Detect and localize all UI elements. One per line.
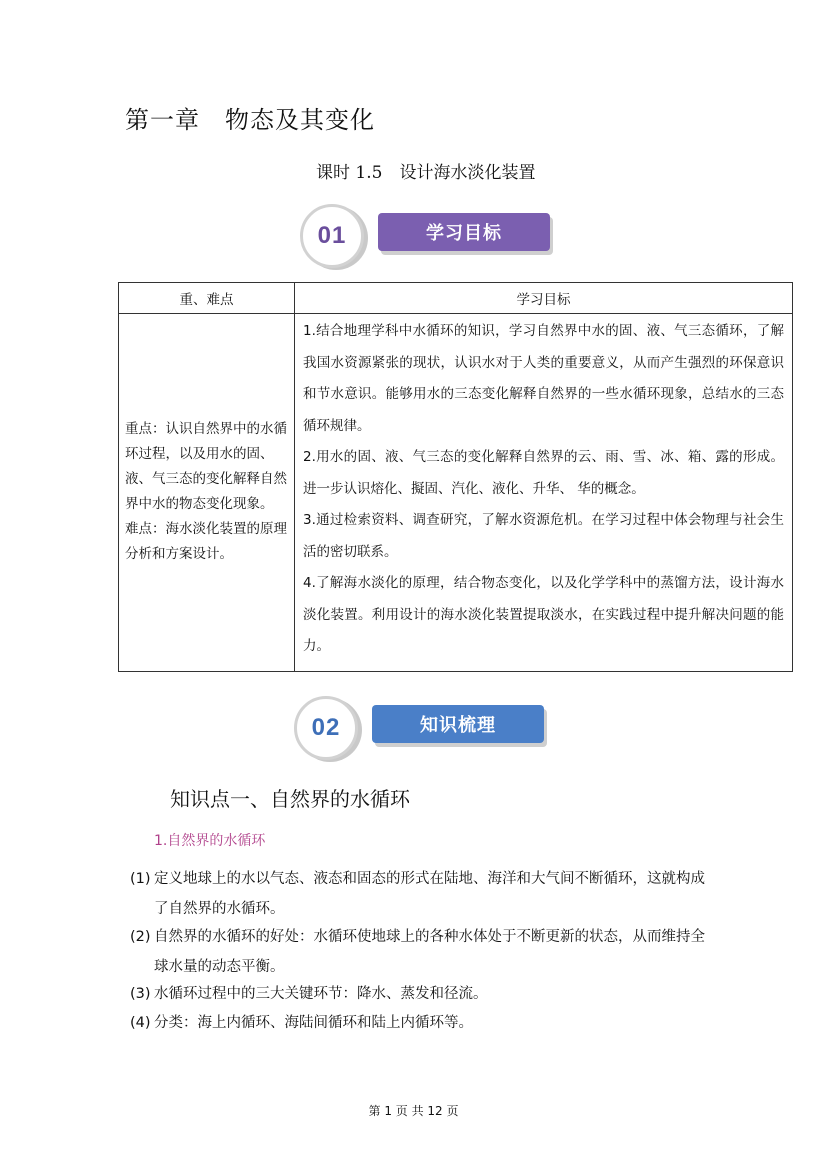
banner-number-badge [294,696,358,760]
banner-label: 学习目标 [378,213,550,251]
list-item [130,922,710,982]
goal-item-3: 3.通过检索资料、调查研究，了解水资源危机。在学习过程中体会物理与社会生活的密切联系。 [303,512,784,560]
lesson-title: 课时 1.5 设计海水淡化装置 [316,163,536,183]
list-item-text: 水循环过程中的三大关键环节：降水、蒸发和径流。 [154,986,488,1002]
list-item-text: 自然界的水循环的好处：水循环使地球上的各种水体处于不断更新的状态，从而维持全球水量的动态平衡。 [154,929,705,975]
page-footer: 第 1 页 共 12 页 [368,1104,459,1118]
banner-label: 知识梳理 [372,705,544,743]
list-item-number: (3) [130,986,151,1002]
table-row [119,314,793,672]
list-item [130,979,710,1009]
key-points-cell [119,314,295,672]
goals-cell [295,314,793,672]
table-header-goals: 学习目标 [295,283,793,314]
section-banner-learning-goals [300,204,560,268]
list-item-number: (1) [130,871,151,887]
list-item-text: 定义地球上的水以气态、液态和固态的形式在陆地、海洋和大气间不断循环，这就构成了自然界的水循环。 [154,871,705,917]
goal-item-2: 2.用水的固、液、气三态的变化解释自然界的云、雨、雪、冰、箱、露的形成。进一步认识熔化、擬固、汽化、液化、升华、 华的概念。 [303,449,784,497]
table-header-row [119,283,793,314]
knowledge-point-subtitle: 1.自然界的水循环 [154,833,266,849]
goal-item-1: 1.结合地理学科中水循环的知识，学习自然界中水的固、液、气三态循环，了解我国水资源紧张的现状，认识水对于人类的重要意义，从而产生强烈的环保意识和节水意识。能够用水的三态变化解释自然界的一些水循环现象，总结水的三态循环规律。 [303,323,784,434]
goal-item-4: 4.了解海水淡化的原理，结合物态变化，以及化学学科中的蒸馏方法，设计海水淡化装置。利用设计的海水淡化装置提取淡水，在实践过程中提升解决问题的能力。 [303,575,784,654]
chapter-title: 第一章 物态及其变化 [125,106,375,134]
list-item-text: 分类：海上内循环、海陆间循环和陆上内循环等。 [154,1015,473,1031]
learning-goals-table [118,282,793,672]
list-item-number: (2) [130,929,151,945]
key-point-difficulty: 难点：海水淡化装置的原理分析和方案设计。 [125,521,287,563]
banner-number: 01 [317,222,347,249]
list-item [130,864,710,924]
list-item-number: (4) [130,1015,151,1031]
banner-number-badge [300,204,364,268]
list-item [130,1008,710,1038]
key-point-focus: 重点：认识自然界中的水循环过程，以及用水的固、液、气三态的变化解释自然界中水的物态变化现象。 [125,421,287,513]
section-banner-knowledge-review [294,696,554,760]
table-header-key-points: 重、难点 [119,283,295,314]
banner-number: 02 [311,714,341,741]
knowledge-point-title: 知识点一、自然界的水循环 [170,787,410,811]
